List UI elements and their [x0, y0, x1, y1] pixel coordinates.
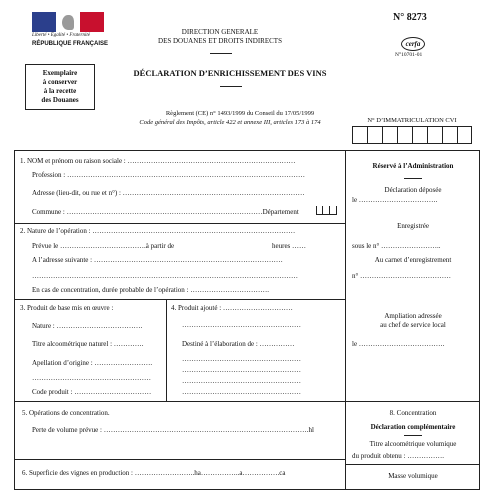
section2-adresse[interactable]: A l’adresse suivante : ………………………………………………………………………: [32, 256, 283, 264]
ampliation-label: Ampliation adressée: [384, 312, 442, 320]
section4-line[interactable]: ……………………………………………: [182, 366, 301, 374]
section2-blank-line[interactable]: ……………………………………………………………………………………………………: [32, 272, 298, 280]
section5-title: 5. Opérations de concentration.: [22, 409, 110, 417]
departement-box[interactable]: [316, 206, 323, 215]
masse-volumique: Masse volumique: [388, 472, 438, 480]
form-number: N° 8273: [393, 12, 427, 23]
declaration-complementaire: Déclaration complémentaire: [370, 423, 456, 431]
exemplaire-box: [25, 64, 95, 110]
section3-code[interactable]: Code produit : ……………………………: [32, 388, 152, 396]
exemplaire-line: des Douanes: [41, 96, 79, 104]
declaration-deposee: Déclaration déposée: [384, 186, 442, 194]
cerfa-number: N°10701-01: [395, 52, 423, 58]
logo-republic: RÉPUBLIQUE FRANÇAISE: [32, 41, 109, 47]
exemplaire-line: à la recette: [43, 87, 77, 95]
deposee-date[interactable]: le …………………………….: [352, 196, 438, 204]
logo-motto: Liberté • Égalité • Fraternité: [32, 33, 90, 38]
ampliation-date[interactable]: le ……………………………….: [352, 340, 445, 348]
exemplaire-line: à conserver: [42, 78, 78, 86]
section4-destine[interactable]: Destiné à l’élaboration de : ……………: [182, 340, 295, 348]
section1-profession[interactable]: Profession : …………………………………………………………………………………………: [32, 171, 305, 179]
code-ref: Code général des Impôts, article 422 et annexe III, articles 173 à 174: [139, 119, 321, 126]
regulation-ref: Règlement (CE) n° 1493/1999 du Conseil du 17/05/1999: [165, 110, 315, 117]
section1-nom[interactable]: 1. NOM et prénom ou raison sociale : ………………………………………………………………: [20, 157, 296, 165]
section3-nature[interactable]: Nature : ……………………………….: [32, 322, 143, 330]
section6-title[interactable]: 6. Superficie des vignes en production : ……………………..ha……………..a…………….ca: [22, 469, 286, 477]
section5-perte[interactable]: Perte de volume prévue : …………………………………………………………………………….hl: [32, 426, 314, 434]
section3-blank[interactable]: ……………………………………………: [32, 374, 151, 382]
section2-concentration[interactable]: En cas de concentration, durée probable de l’opération : …………………………….: [32, 286, 269, 294]
carnet-numero[interactable]: n° …………………………………: [352, 272, 452, 280]
cvi-field[interactable]: [352, 126, 472, 144]
reserve-title: Réservé à l’Administration: [372, 162, 454, 170]
ampliation-label: au chef de service local: [380, 321, 446, 329]
exemplaire-line: Exemplaire: [42, 69, 78, 77]
section4-title[interactable]: 4. Produit ajouté : …………………………: [171, 304, 293, 312]
cerfa-logo: cerfa: [401, 37, 425, 51]
section4-line[interactable]: ……………………………………………: [182, 355, 301, 363]
section3-titre[interactable]: Titre alcoométrique naturel : ………….: [32, 340, 144, 348]
enregistree-numero[interactable]: sous le n° ……………………..: [352, 242, 441, 250]
section3-title: 3. Produit de base mis en œuvre :: [20, 304, 114, 312]
section3-appellation[interactable]: Apellation d’origine : …………………….: [32, 359, 153, 367]
section2-nature[interactable]: 2. Nature de l’opération : ……………………………………………………………………………: [20, 227, 296, 235]
departement-box[interactable]: [330, 206, 337, 215]
enregistree: Enregistrée: [397, 222, 429, 230]
marianne-logo: [32, 12, 104, 32]
titre-volumique: Titre alcoométrique volumique: [369, 440, 457, 448]
departement-box[interactable]: [323, 206, 330, 215]
form-title: DÉCLARATION D’ENRICHISSEMENT DES VINS: [133, 68, 327, 78]
carnet-label: Au carnet d’enregistrement: [374, 256, 452, 264]
section4-line[interactable]: ……………………………………………: [182, 377, 301, 385]
section4-line[interactable]: ……………………………………………: [182, 388, 301, 396]
section2-heures[interactable]: heures ……: [272, 242, 307, 250]
concentration-title: 8. Concentration: [389, 409, 437, 417]
section1-commune[interactable]: Commune : …………………………………………………………………………Département: [32, 208, 299, 216]
sidebar-divider: [345, 150, 346, 490]
section1-adresse[interactable]: Adresse (lieu-dit, ou rue et n°) : ……………………………………………………………………: [32, 189, 305, 197]
section2-prevue-le[interactable]: Prévue le ……………………………….à partir de: [32, 242, 175, 250]
produit-obtenu[interactable]: du produit obtenu : …………….: [352, 452, 444, 460]
direction-line2: DES DOUANES ET DROITS INDIRECTS: [158, 37, 282, 45]
cvi-label: N° D’IMMATRICULATION CVI: [367, 117, 457, 124]
direction-line1: DIRECTION GENERALE: [181, 28, 259, 36]
section4-blank[interactable]: ……………………………………………: [182, 321, 301, 329]
